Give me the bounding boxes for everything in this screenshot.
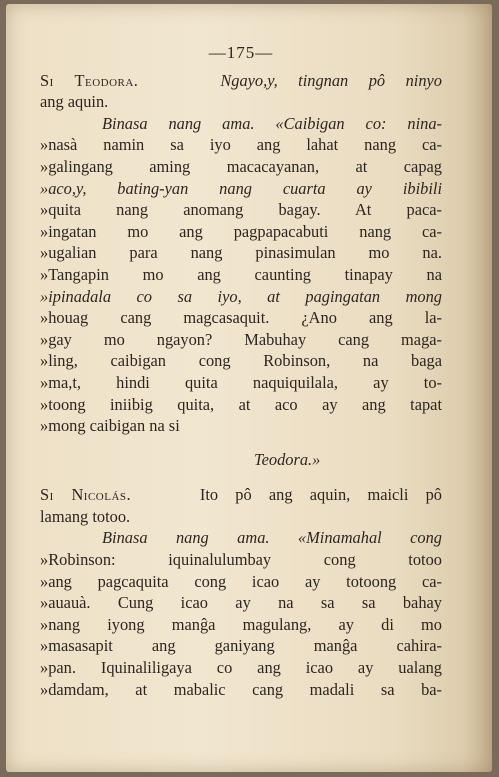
text-line: »damdam, at mabalic cang madali sa ba- bbox=[40, 679, 442, 699]
text-line bbox=[40, 178, 442, 200]
text-line: »masasapit ang ganiyang manĝa cahira- bbox=[40, 636, 442, 656]
text-line bbox=[40, 113, 442, 135]
text-line: ang aquin. bbox=[40, 92, 109, 112]
text-line: »ugalian para nang pinasimulan mo na. bbox=[40, 243, 442, 263]
text-run: »aco,y, bating-yan nang cuarta ay ibibili bbox=[40, 178, 442, 198]
letter-signature bbox=[40, 449, 442, 471]
text-line: »nasà namin sa iyo ang lahat nang ca- bbox=[40, 135, 442, 155]
page-text bbox=[40, 42, 442, 700]
book-page bbox=[6, 4, 492, 772]
text-run: »ipinadala co sa iyo, at pagingatan mong bbox=[40, 286, 442, 306]
text-line: »gay mo ngayon? Mabuhay cang maga- bbox=[40, 329, 442, 349]
page-edge-shadow bbox=[462, 4, 492, 772]
text-line: »toong iniibig quita, at aco ay ang tapat bbox=[40, 394, 442, 414]
text-line: »Robinson: iquinalulumbay cong totoo bbox=[40, 550, 442, 570]
text-line: »nang iyong manĝa magulang, ay di mo bbox=[40, 614, 442, 634]
speaker-name: Si Nicolás. bbox=[40, 485, 132, 505]
text-line: »ma,t, hindi quita naquiquilala, ay to- bbox=[40, 372, 442, 392]
text-line: »Tangapin mo ang caunting tinapay na bbox=[40, 264, 442, 284]
text-run: Binasa nang ama. «Minamahal cong bbox=[102, 528, 442, 548]
text-line: »ingatan mo ang pagpapacabuti nang ca- bbox=[40, 221, 442, 241]
text-line: lamang totoo. bbox=[40, 506, 131, 526]
text-run: Ngayo,y, tingnan pô ninyo bbox=[220, 70, 442, 90]
text-run: Ito pô ang aquin, maicli pô bbox=[199, 485, 442, 505]
text-line bbox=[40, 70, 442, 92]
text-line: »ling, caibigan cong Robinson, na baga bbox=[40, 351, 442, 371]
page-number: —175— bbox=[208, 43, 274, 62]
text-line bbox=[40, 484, 442, 506]
text-line: »auauà. Cung icao ay na sa sa bahay bbox=[40, 593, 442, 613]
text-run: Binasa nang ama. «Caibigan co: nina- bbox=[102, 113, 442, 133]
text-run: Teodora.» bbox=[254, 449, 321, 469]
text-line: »ang pagcaquita cong icao ay totoong ca- bbox=[40, 571, 442, 591]
speaker-name: Si Teodora. bbox=[40, 70, 139, 90]
text-line: »galingang aming macacayanan, at capag bbox=[40, 156, 442, 176]
text-line bbox=[40, 286, 442, 308]
text-line bbox=[40, 527, 442, 549]
text-line: »pan. Iquinaliligaya co ang icao ay ualang bbox=[40, 658, 442, 678]
text-line: »quita nang anomang bagay. At paca- bbox=[40, 200, 442, 220]
text-line: »mong caibigan na si bbox=[40, 416, 180, 436]
text-line: »houag cang magcasaquit. ¿Ano ang la- bbox=[40, 308, 442, 328]
